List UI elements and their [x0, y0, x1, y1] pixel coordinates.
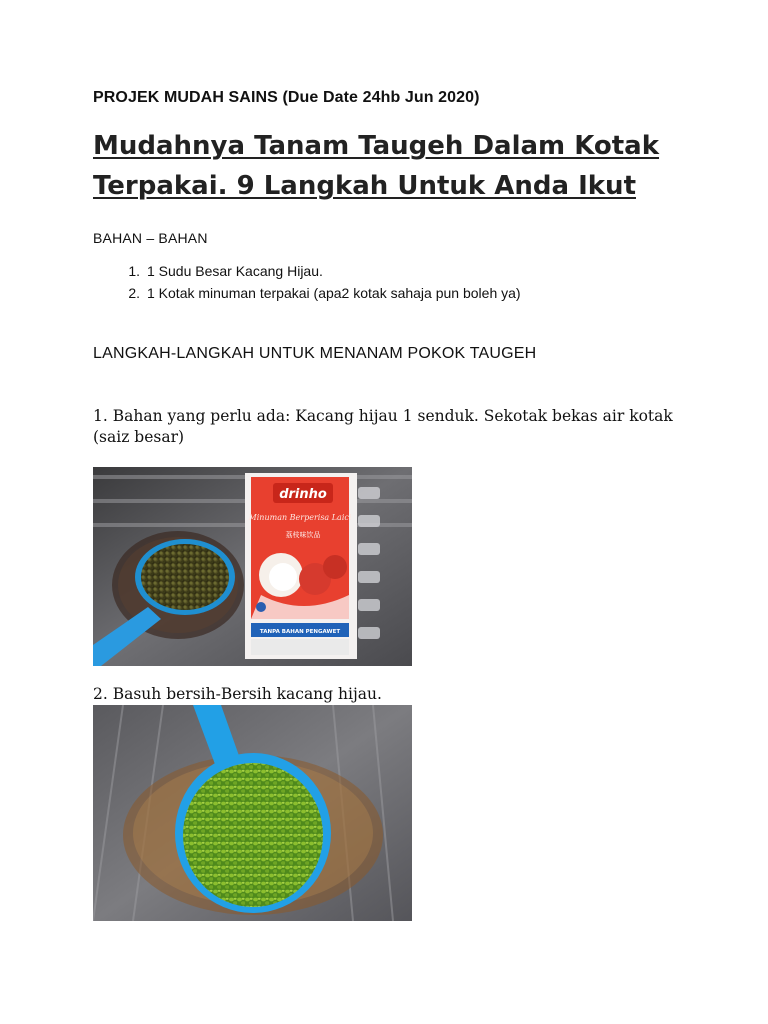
list-item	[93, 284, 521, 306]
materials-list	[93, 262, 521, 306]
step-1-text: 1. Bahan yang perlu ada: Kacang hijau 1 senduk. Sekotak bekas air kotak (saiz besar)	[93, 407, 673, 446]
step-2-text: 2. Basuh bersih-Bersih kacang hijau.	[93, 685, 382, 703]
page-title	[93, 126, 713, 206]
list-item-text: 1 Sudu Besar Kacang Hijau.	[147, 263, 323, 279]
list-item-number: 1.	[128, 263, 140, 279]
title-line-1: Mudahnya Tanam Taugeh Dalam Kotak	[93, 131, 660, 161]
box-brand-text: drinho	[279, 487, 327, 502]
materials-heading: BAHAN – BAHAN	[93, 230, 208, 246]
list-item-number: 2.	[128, 285, 140, 301]
list-item-text: 1 Kotak minuman terpakai (apa2 kotak sahaja pun boleh ya)	[147, 285, 521, 301]
photo-beans-and-drink-box	[93, 467, 412, 666]
list-item	[93, 262, 521, 284]
project-line: PROJEK MUDAH SAINS (Due Date 24hb Jun 2020)	[93, 89, 480, 106]
box-chinese-text: 荔枝味饮品	[285, 531, 321, 539]
steps-heading: LANGKAH-LANGKAH UNTUK MENANAM POKOK TAUGEH	[93, 345, 537, 362]
box-bottom-text: TANPA BAHAN PENGAWET	[259, 629, 341, 635]
photo-washed-beans	[93, 705, 412, 921]
box-product-text: Minuman Berperisa Laici	[248, 513, 352, 522]
title-line-2: Terpakai. 9 Langkah Untuk Anda Ikut	[93, 171, 636, 201]
